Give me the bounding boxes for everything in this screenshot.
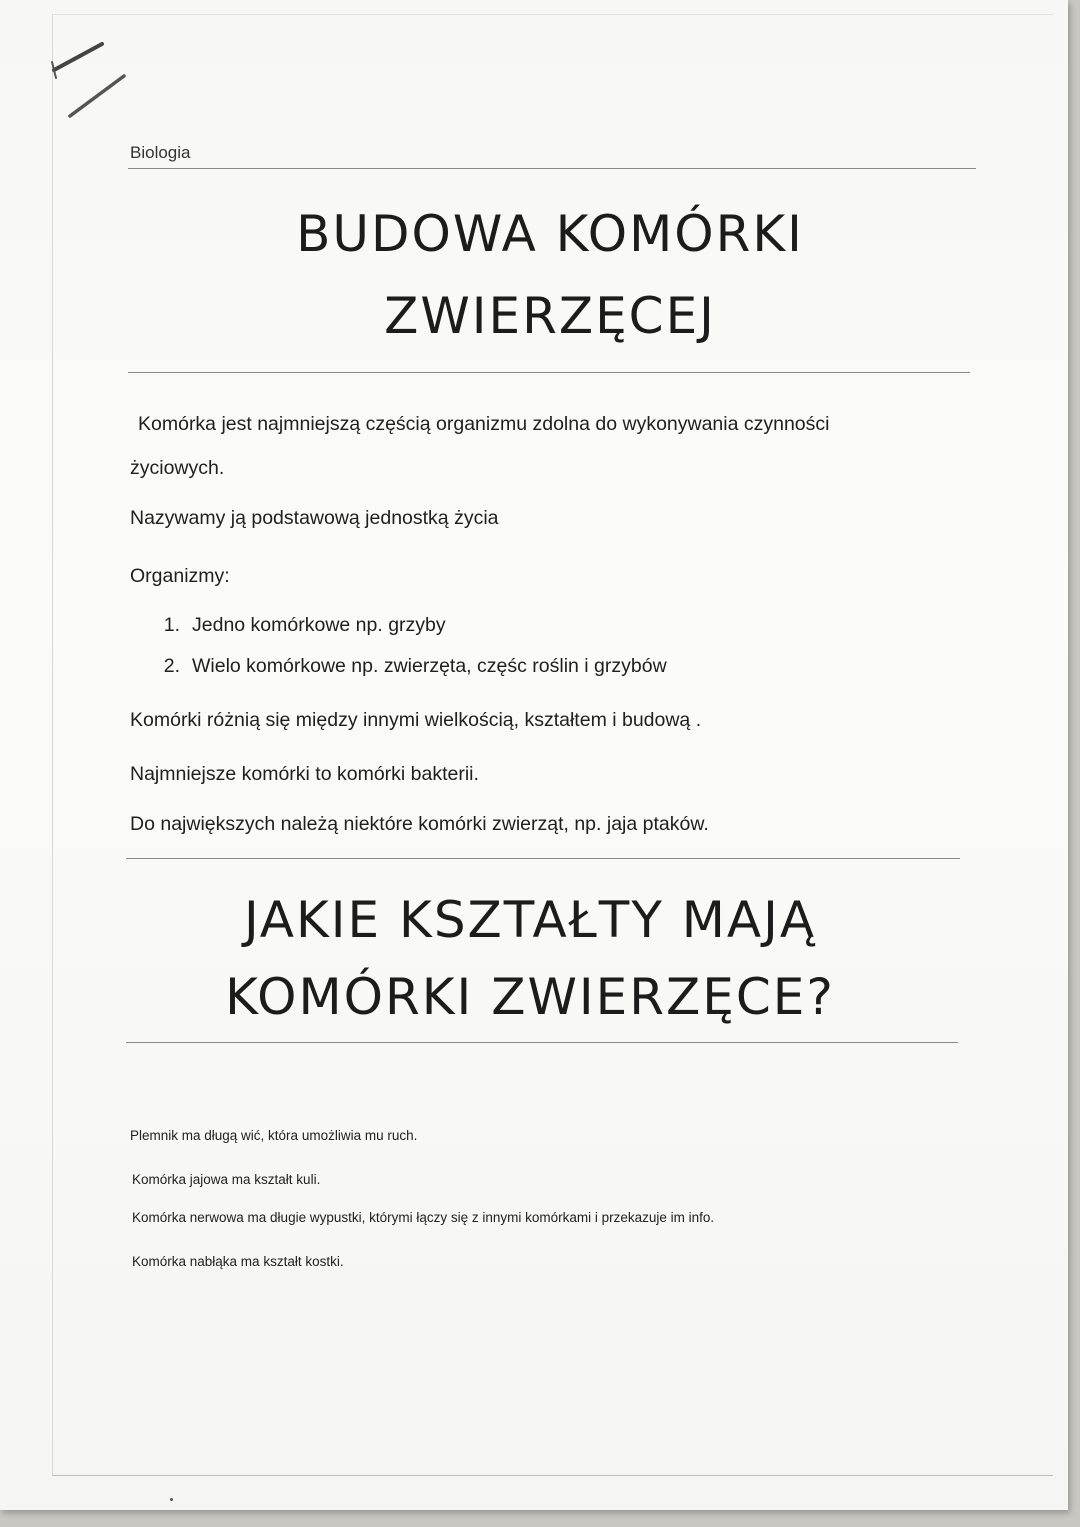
pen-check-mark-icon	[40, 30, 150, 130]
organisms-label: Organizmy:	[130, 565, 230, 587]
section-title-divider	[126, 1042, 958, 1043]
list-item-text: Wielo komórkowe np. zwierzęta, częśc roślin i grzybów	[192, 655, 667, 677]
fact-nerve: Komórka nerwowa ma długie wypustki, którymi łączy się z innymi komórkami i przekazuje im info.	[132, 1210, 715, 1225]
list-item-text: Jedno komórkowe np. grzyby	[192, 614, 446, 636]
definition-line-2: życiowych.	[130, 457, 225, 479]
fact-egg: Komórka jajowa ma kształt kuli.	[132, 1172, 321, 1187]
section-divider	[126, 858, 960, 859]
page-title-line-1: BUDOWA KOMÓRKI	[296, 205, 804, 263]
paper-speck	[170, 1498, 173, 1501]
title-divider	[128, 372, 970, 373]
list-item-number: 2.	[163, 655, 180, 677]
smallest-cells-text: Najmniejsze komórki to komórki bakterii.	[130, 763, 479, 785]
list-item	[150, 612, 446, 638]
differences-text: Komórki różnią się między innymi wielkością, kształtem i budową .	[130, 709, 702, 731]
subject-label: Biologia	[130, 143, 191, 162]
fact-epithelium: Komórka nabłąka ma kształt kostki.	[132, 1254, 344, 1269]
largest-cells-text: Do największych należą niektóre komórki zwierząt, np. jaja ptaków.	[130, 813, 709, 835]
fact-sperm: Plemnik ma długą wić, która umożliwia mu ruch.	[130, 1128, 418, 1143]
page-title-line-2: ZWIERZĘCEJ	[384, 287, 716, 345]
section-title-line-1: JAKIE KSZTAŁTY MAJĄ	[243, 891, 817, 949]
list-item	[150, 653, 667, 679]
section-title-line-2: KOMÓRKI ZWIERZĘCE?	[225, 968, 835, 1026]
definition-line-1: Komórka jest najmniejszą częścią organizmu zdolna do wykonywania czynności	[138, 413, 830, 435]
list-item-number: 1.	[163, 614, 180, 636]
header-divider	[128, 168, 976, 169]
basic-unit-text: Nazywamy ją podstawową jednostką życia	[130, 507, 499, 529]
